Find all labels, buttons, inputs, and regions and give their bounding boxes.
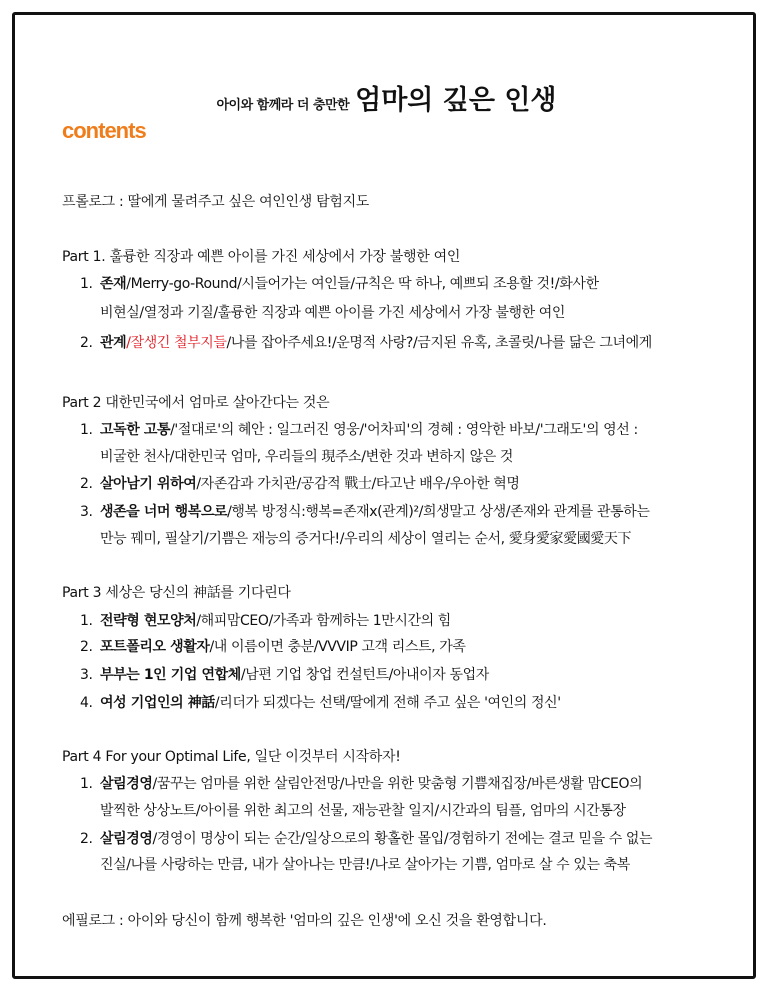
part-4-item-1: 1. 살림경영/꿈꾸는 엄마를 위한 살림안전망/나만을 위한 맞춤형 기쁨채집장/바른생활 맘CEO의 (80, 776, 643, 792)
part-4-item-2-cont: 진실/나를 사랑하는 만큼, 내가 살아나는 만큼!/나로 살아가는 기쁨, 엄마로 살 수 있는 축복 (100, 857, 630, 873)
contents-heading: contents (62, 118, 146, 143)
epilogue: 에필로그 : 아이와 당신이 함께 행복한 '엄마의 깊은 인생'에 오신 것을 환영합니다. (62, 913, 547, 929)
part-1-title: Part 1. 훌륭한 직장과 예쁜 아이를 가진 세상에서 가장 불행한 여인 (62, 249, 461, 265)
part-1-item-2: 2. 관계/잘생긴 철부지들/나를 잡아주세요!/운명적 사랑?/금지된 유혹, 초콜릿/나를 닮은 그녀에게 (80, 335, 652, 351)
part-3-item-4: 4. 여성 기업인의 神話/리더가 되겠다는 선택/딸에게 전해 주고 싶은 '여인의 정신' (80, 695, 561, 711)
part-3-title: Part 3 세상은 당신의 神話를 기다린다 (62, 585, 291, 601)
book-main-title: 엄마의 깊은 인생 (355, 85, 557, 116)
part-2-title: Part 2 대한민국에서 엄마로 살아간다는 것은 (62, 395, 330, 411)
part-4-item-2: 2. 살림경영/경영이 명상이 되는 순간/일상으로의 황홀한 몰입/경험하기 전에는 결코 믿을 수 없는 (80, 831, 653, 847)
part-2-item-1-cont: 비굴한 천사/대한민국 엄마, 우리들의 現주소/변한 것과 변하지 않은 것 (100, 449, 514, 465)
part-1-item-1-cont: 비현실/열정과 기질/훌륭한 직장과 예쁜 아이를 가진 세상에서 가장 불행한 여인 (100, 305, 566, 321)
highlight-red-text: /잘생긴 철부지들 (126, 335, 227, 351)
part-2-item-3-cont: 만능 꿰미, 필살기/기쁨은 재능의 증거다!/우리의 세상이 열리는 순서, 愛身愛家愛國愛天下 (100, 531, 632, 547)
book-title (0, 78, 773, 117)
part-3-item-2: 2. 포트폴리오 생활자/내 이름이면 충분/VVVIP 고객 리스트, 가족 (80, 639, 466, 655)
prologue: 프롤로그 : 딸에게 물려주고 싶은 여인인생 탐험지도 (62, 194, 370, 210)
part-4-item-1-cont: 발찍한 상상노트/아이를 위한 최고의 선물, 재능관찰 일지/시간과의 팀플, 엄마의 시간통장 (100, 803, 626, 819)
part-3-item-3: 3. 부부는 1인 기업 연합체/남편 기업 창업 컨설턴트/아내이자 동업자 (80, 667, 489, 683)
part-3-item-1: 1. 전략형 현모양처/해피맘CEO/가족과 함께하는 1만시간의 힘 (80, 613, 451, 629)
part-2-item-3: 3. 생존을 너머 행복으로/행복 방정식:행복=존재x(관계)²/희생말고 상생/존재와 관계를 관통하는 (80, 504, 650, 520)
part-4-title: Part 4 For your Optimal Life, 일단 이것부터 시작하자! (62, 749, 401, 765)
part-2-item-2: 2. 살아남기 위하여/자존감과 가치관/공감적 戰士/타고난 배우/우아한 혁명 (80, 476, 520, 492)
part-1-item-1: 1. 존재/Merry-go-Round/시들어가는 여인들/규칙은 딱 하나, 예쁘되 조용할 것!/화사한 (80, 276, 599, 292)
part-2-item-1: 1. 고독한 고통/'절대로'의 혜안 : 일그러진 영웅/'어차피'의 경혜 : 영악한 바보/'그래도'의 영선 : (80, 422, 638, 438)
book-subtitle: 아이와 함께라 더 충만한 (216, 98, 350, 113)
